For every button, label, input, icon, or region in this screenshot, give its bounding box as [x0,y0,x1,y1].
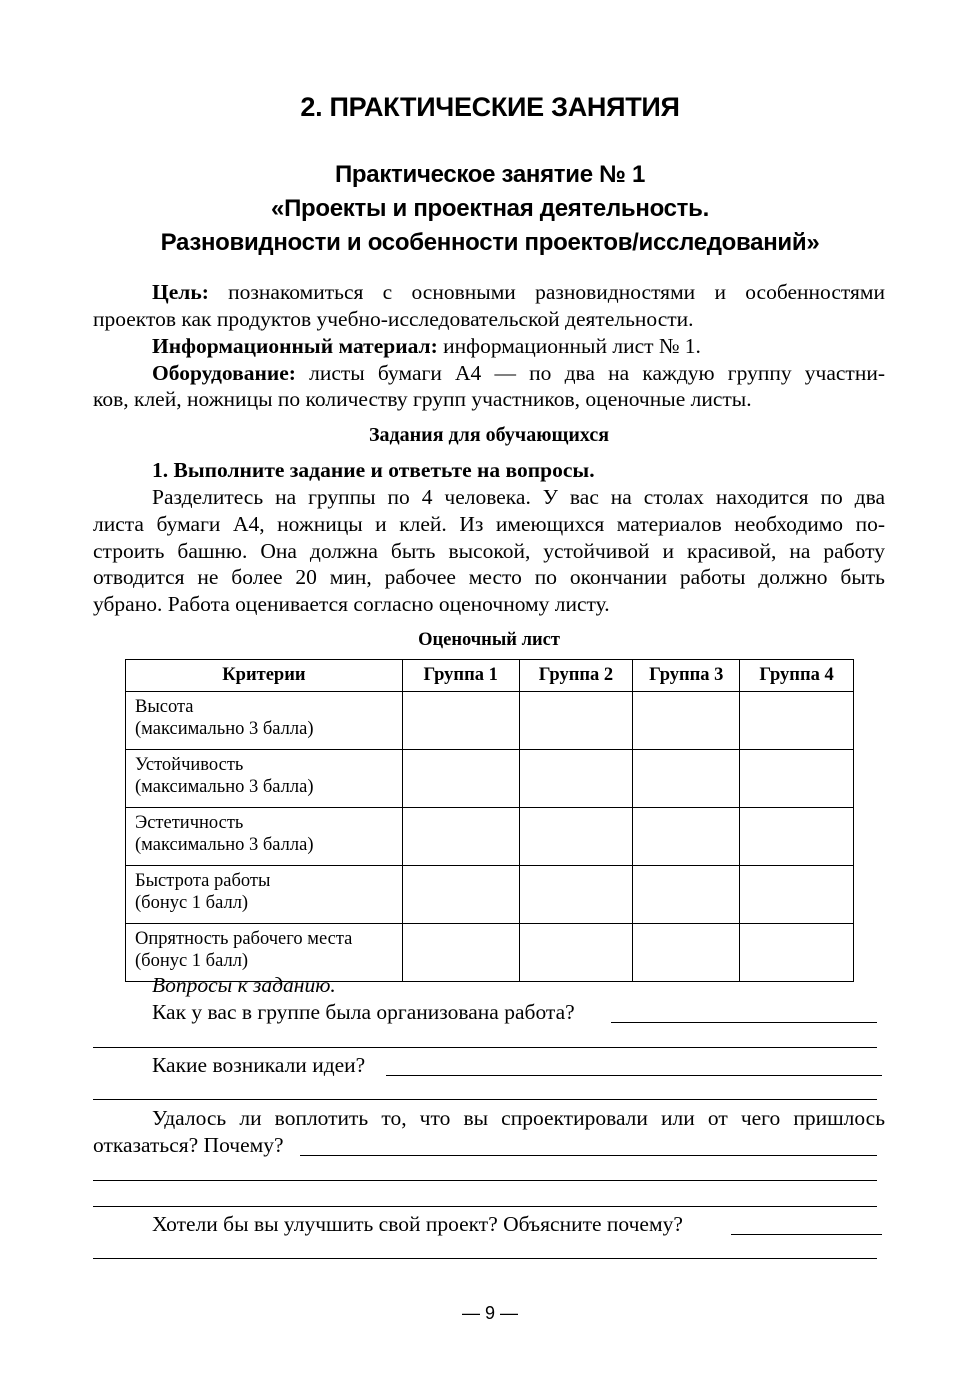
criterion-cell [126,750,403,808]
answer-line[interactable] [93,1206,877,1207]
equipment-label: Оборудование: [152,361,296,385]
evaluation-table [125,659,854,982]
evaluation-caption: Оценочный лист [418,630,560,650]
goal-label: Цель: [152,280,209,304]
task1-line: убрано. Работа оценивается согласно оценочному листу. [93,592,610,616]
info-label: Информационный материал: [152,334,438,358]
score-cell[interactable] [740,692,854,750]
score-cell[interactable] [519,866,633,924]
criterion-cell [126,692,403,750]
page-number: — 9 — [461,1303,518,1323]
score-cell[interactable] [740,750,854,808]
criterion-cell [126,808,403,866]
criterion-note: (максимально 3 балла) [135,835,314,855]
lesson-title-line2: Разновидности и особенности проектов/исследований» [160,229,820,256]
goal-line2: проектов как продуктов учебно-исследовательской деятельности. [93,307,694,331]
task1-line: строить башню. Она должна быть высокой, устойчивой и красивой, на работу [93,539,885,563]
goal-line1 [93,279,885,306]
question-2: Какие возникали идеи? [152,1053,366,1077]
criterion-name: Быстрота работы [135,871,271,891]
lesson-title-line1: «Проекты и проектная деятельность. [271,195,709,222]
info-text: информационный лист № 1. [437,334,701,358]
criterion-cell [126,866,403,924]
answer-line[interactable] [93,1180,877,1181]
lesson-heading [0,158,980,260]
criterion-note: (максимально 3 балла) [135,777,314,797]
criterion-name: Устойчивость [135,755,244,775]
score-cell[interactable] [633,866,740,924]
equipment-line1 [93,360,885,387]
score-cell[interactable] [402,692,519,750]
questions-intro [93,972,885,999]
score-cell[interactable] [633,808,740,866]
score-cell[interactable] [402,808,519,866]
task1-heading: 1. Выполните задание и ответьте на вопросы. [152,458,595,482]
answer-line[interactable] [93,1047,877,1048]
score-cell[interactable] [402,866,519,924]
question-1: Как у вас в группе была организована работа? [152,1000,575,1024]
table-row [126,692,854,750]
question-3-line1: Удалось ли воплотить то, что вы спроектировали или от чего пришлось [152,1106,885,1130]
answer-line[interactable] [300,1155,877,1156]
task1-line: Разделитесь на группы по 4 человека. У вас на столах находится по два [152,485,885,509]
question-4: Хотели бы вы улучшить свой проект? Объясните почему? [152,1212,683,1236]
header-group-1: Группа 1 [402,660,519,692]
score-cell[interactable] [519,750,633,808]
task1-line: листа бумаги А4, ножницы и клей. Из имеющихся материалов необходимо по- [93,512,885,536]
score-cell[interactable] [519,808,633,866]
header-group-3: Группа 3 [633,660,740,692]
header-group-2: Группа 2 [519,660,633,692]
table-row [126,750,854,808]
questions-intro-text: Вопросы к заданию. [152,973,336,997]
answer-line[interactable] [386,1075,882,1076]
score-cell[interactable] [633,750,740,808]
score-cell[interactable] [633,692,740,750]
chapter-title: 2. ПРАКТИЧЕСКИЕ ЗАНЯТИЯ [300,92,680,122]
criterion-note: (бонус 1 балл) [135,951,249,971]
score-cell[interactable] [740,808,854,866]
answer-line[interactable] [611,1022,877,1023]
score-cell[interactable] [402,750,519,808]
answer-line[interactable] [93,1099,877,1100]
answer-line[interactable] [731,1234,882,1235]
criterion-note: (максимально 3 балла) [135,719,314,739]
goal-text1: познакомиться с основными разновидностями и особенностями [208,280,885,304]
score-cell[interactable] [519,692,633,750]
criterion-name: Эстетичность [135,813,244,833]
score-cell[interactable] [740,866,854,924]
answer-line[interactable] [93,1258,877,1259]
question-3-line2: отказаться? Почему? [93,1133,284,1157]
lesson-number: Практическое занятие № 1 [334,161,645,188]
table-header-row [126,660,854,692]
header-group-4: Группа 4 [740,660,854,692]
equipment-text1: листы бумаги А4 — по два на каждую группу участни- [295,361,885,385]
table-row [126,866,854,924]
criterion-note: (бонус 1 балл) [135,893,249,913]
criterion-name: Высота [135,697,194,717]
task1-line: отводится не более 20 мин, рабочее место по окончании работы должно быть [93,565,885,589]
tasks-heading: Задания для обучающихся [368,424,610,446]
equipment-line2: ков, клей, ножницы по количеству групп участников, оценочные листы. [93,387,752,411]
criterion-name: Опрятность рабочего места [135,929,353,949]
header-criteria: Критерии [126,660,403,692]
info-material [93,333,885,360]
table-row [126,808,854,866]
